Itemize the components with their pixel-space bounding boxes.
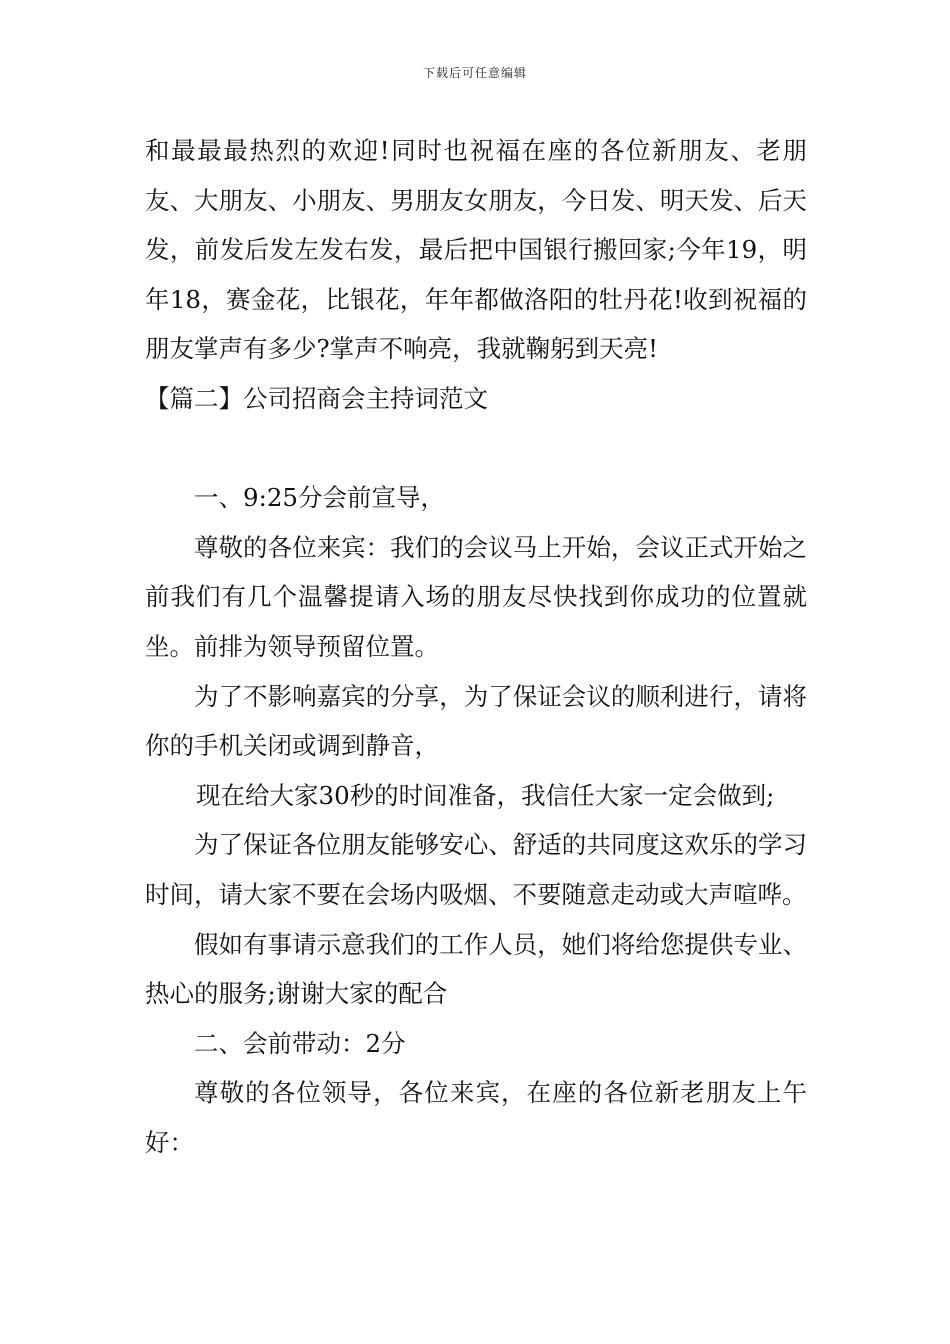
paragraph-welcome: 尊敬的各位来宾：我们的会议马上开始，会议正式开始之前我们有几个温馨提请入场的朋友尽快找到你成功的位置就坐。前排为领导预留位置。 xyxy=(145,532,807,661)
paragraph-opening-greeting: 尊敬的各位领导，各位来宾，在座的各位新老朋友上午好： xyxy=(145,1078,807,1157)
blank-line xyxy=(145,424,807,474)
section-heading: 【篇二】公司招商会主持词范文 xyxy=(145,383,488,413)
paragraph-phone-notice: 为了不影响嘉宾的分享，为了保证会议的顺利进行，请将你的手机关闭或调到静音， xyxy=(145,681,807,761)
paragraph-greeting-continuation: 和最最最热烈的欢迎!同时也祝福在座的各位新朋友、老朋友、大朋友、小朋友、男朋友女朋友，今日发、明天发、后天发，前发后发左发右发，最后把中国银行搬回家;今年19，明年18，赛金花，比银花，年年都做洛阳的牡丹花!收到祝福的朋友掌声有多少?掌声不响亮，我就鞠躬到天亮! xyxy=(145,136,807,364)
paragraph-prepare: 现在给大家30秒的时间准备，我信任大家一定会做到; xyxy=(196,780,775,810)
document-body xyxy=(145,126,807,1167)
paragraph-step-one: 一、9:25分会前宣导， xyxy=(194,483,446,513)
paragraph-conduct: 为了保证各位朋友能够安心、舒适的共同度这欢乐的学习时间，请大家不要在会场内吸烟、不要随意走动或大声喧哗。 xyxy=(145,830,807,909)
paragraph-staff: 假如有事请示意我们的工作人员，她们将给您提供专业、热心的服务;谢谢大家的配合 xyxy=(145,929,807,1009)
paragraph-step-two: 二、会前带动：2分 xyxy=(194,1028,406,1058)
page-header: 下载后可任意编辑 xyxy=(422,66,527,80)
